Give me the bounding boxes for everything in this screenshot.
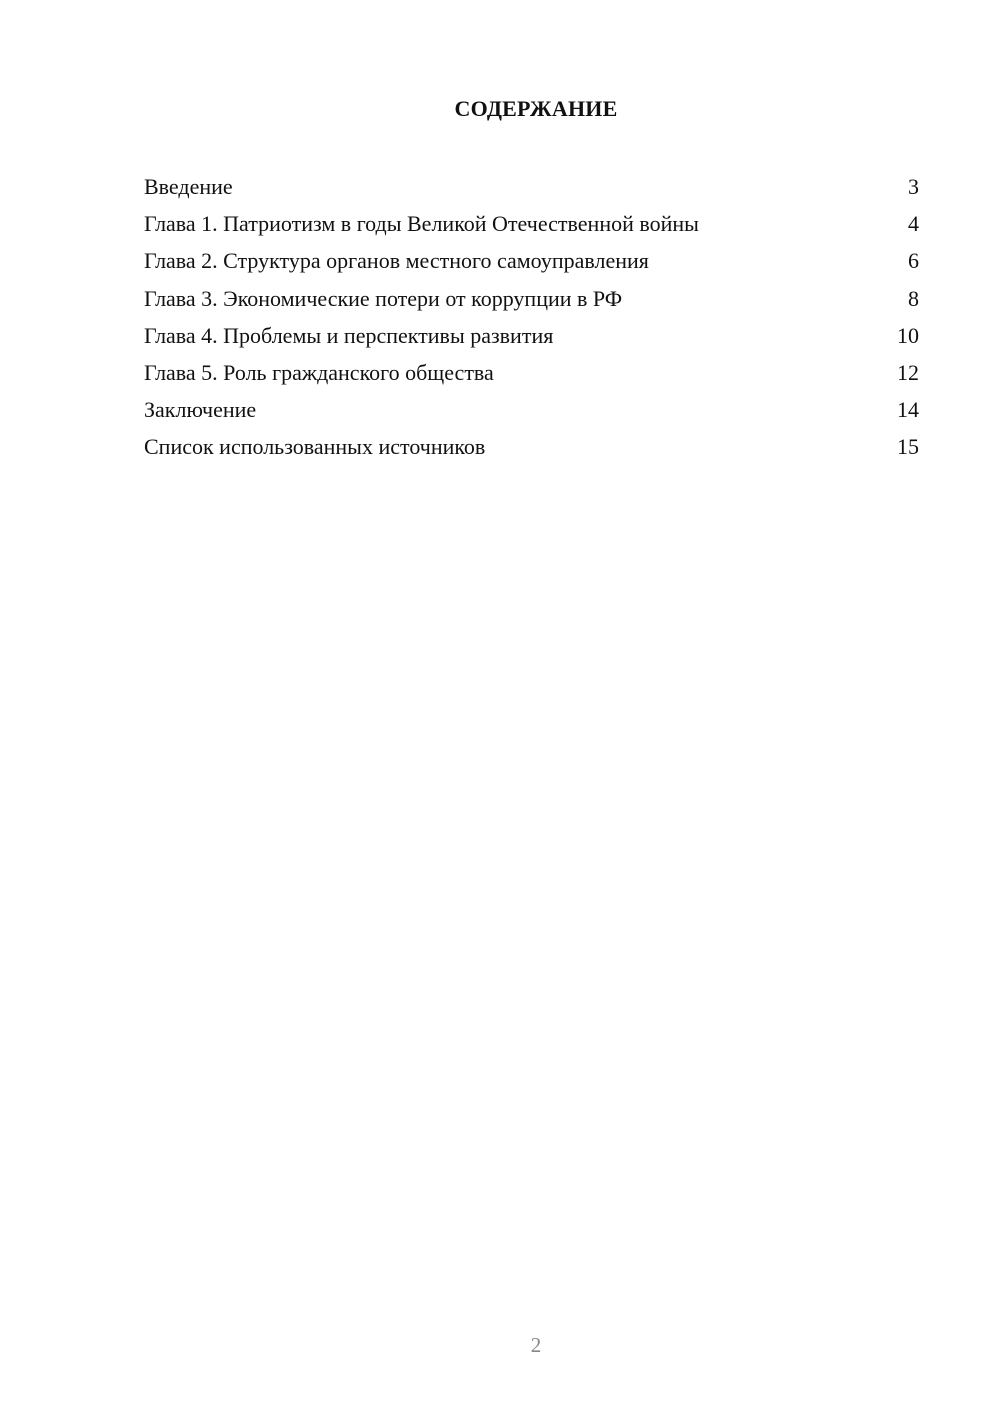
toc-entry-page: 3 [908, 174, 919, 199]
table-of-contents [144, 168, 919, 466]
toc-entry-label: Глава 3. Экономические потери от коррупции в РФ [144, 285, 623, 311]
toc-entry-references[interactable] [144, 428, 919, 465]
toc-entry-chapter-1[interactable] [144, 205, 919, 242]
toc-entry-chapter-4[interactable] [144, 317, 919, 354]
toc-entry-page: 12 [897, 359, 919, 385]
toc-entry-chapter-5[interactable] [144, 354, 919, 391]
toc-entry-introduction[interactable] [144, 168, 919, 205]
toc-entry-label: Глава 5. Роль гражданского общества [144, 359, 494, 385]
toc-entry-page: 10 [897, 322, 919, 348]
toc-entry-page: 6 [908, 248, 919, 274]
toc-entry-label: Заключение [144, 397, 257, 423]
toc-entry-label: Глава 2. Структура органов местного самоуправления [144, 248, 649, 274]
toc-entry-label: Глава 1. Патриотизм в годы Великой Отечественной войны [144, 211, 699, 237]
toc-entry-label: Глава 4. Проблемы и перспективы развития [144, 322, 554, 348]
toc-entry-page: 4 [908, 211, 919, 237]
page-title: СОДЕРЖАНИЕ [454, 96, 618, 121]
toc-entry-page: 14 [897, 397, 919, 423]
toc-entry-page: 15 [897, 434, 919, 460]
toc-entry-chapter-3[interactable] [144, 280, 919, 317]
page-number: 2 [530, 1333, 542, 1357]
toc-entry-label: Список использованных источников [144, 434, 486, 460]
toc-entry-chapter-2[interactable] [144, 242, 919, 279]
toc-entry-page: 8 [908, 285, 919, 311]
toc-entry-label: Введение [144, 174, 233, 199]
toc-entry-conclusion[interactable] [144, 391, 919, 428]
